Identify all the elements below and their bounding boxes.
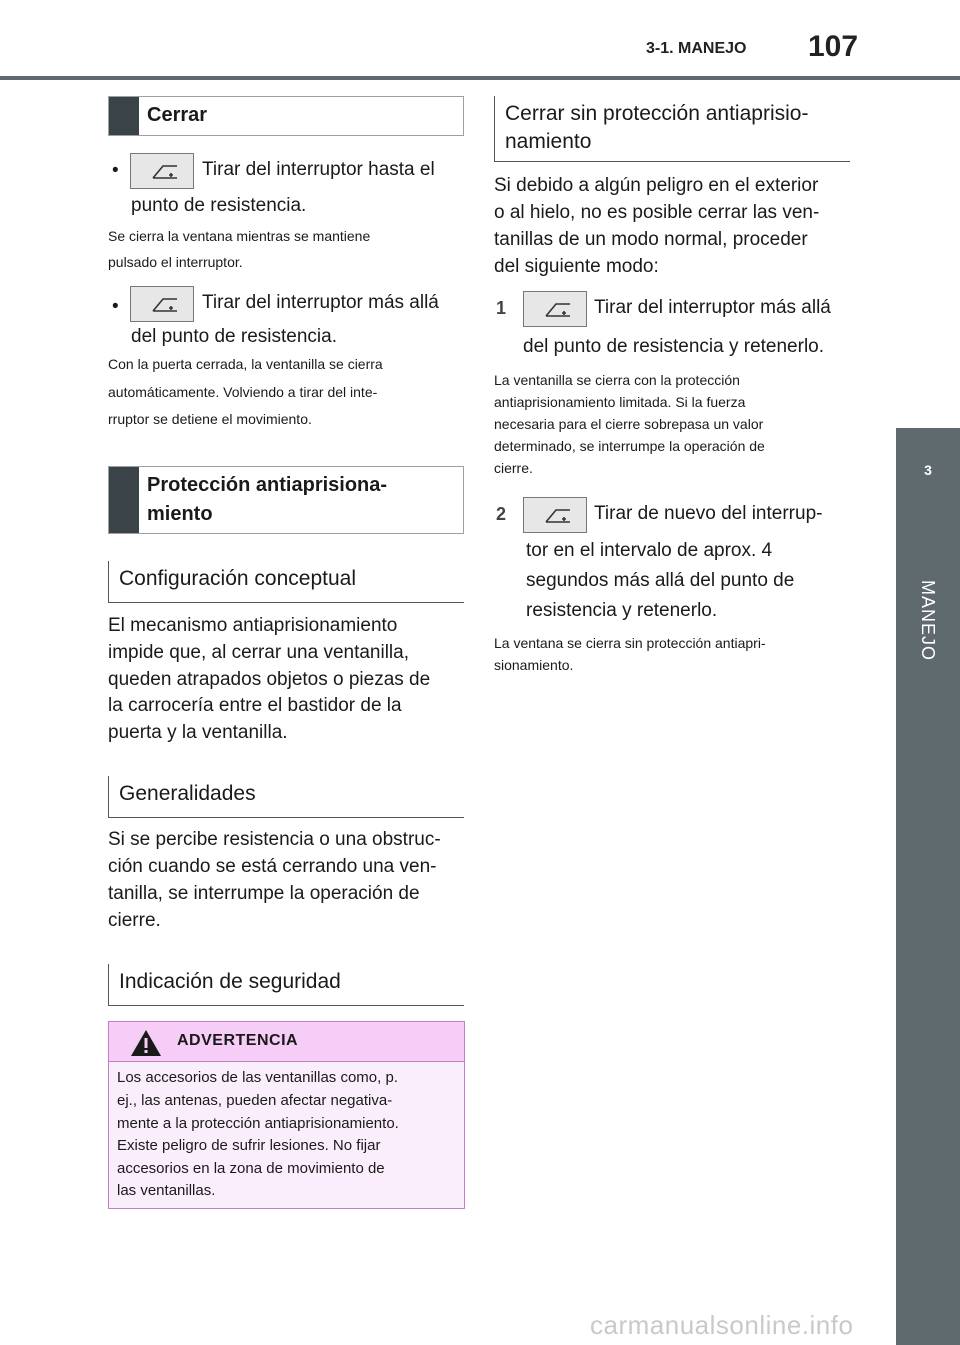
subheading-seguridad: Indicación de seguridad (108, 964, 464, 1006)
note-line: determinado, se interrumpe la operación de (494, 438, 765, 454)
paragraph-line: impide que, al cerrar una ventanilla, (108, 642, 410, 663)
subheading-sin-proteccion (494, 96, 850, 162)
chapter-number: 3 (924, 462, 932, 478)
heading-text: Protección antiaprisiona- (147, 474, 388, 496)
paragraph-line: cierre. (108, 910, 161, 931)
text-line: punto de resistencia. (131, 195, 307, 216)
note-line: rruptor se detiene el movimiento. (108, 411, 312, 427)
paragraph-line: queden atrapados objetos o piezas de (108, 669, 431, 690)
footer-watermark: carmanualsonline.info (590, 1310, 854, 1340)
warning-line: Los accesorios de las ventanillas como, p. (117, 1069, 398, 1086)
text-line: resistencia y retenerlo. (526, 600, 718, 621)
warning-header (109, 1022, 464, 1062)
note-line: La ventana se cierra sin protección antiapri- (494, 635, 766, 651)
page-number: 107 (808, 30, 859, 63)
subheading-general: Generalidades (108, 776, 464, 818)
heading-text: miento (147, 503, 213, 525)
text-line: tor en el intervalo de aprox. 4 (526, 540, 773, 561)
warning-line: accesorios en la zona de movimiento de (117, 1160, 385, 1177)
warning-line: Existe peligro de sufrir lesiones. No fijar (117, 1137, 381, 1154)
bullet: • (112, 296, 119, 317)
paragraph-line: del siguiente modo: (494, 256, 659, 277)
warning-title: ADVERTENCIA (177, 1032, 299, 1049)
note-line: pulsado el interruptor. (108, 254, 243, 270)
paragraph-line: o al hielo, no es posible cerrar las ven- (494, 202, 820, 223)
step-number: 1 (496, 298, 507, 318)
heading-cerrar (108, 96, 464, 136)
note-line: antiaprisionamiento limitada. Si la fuerza (494, 394, 746, 410)
note-line: sionamiento. (494, 657, 574, 673)
paragraph-line: ción cuando se está cerrando una ven- (108, 856, 437, 877)
warning-line: las ventanillas. (117, 1182, 216, 1199)
text-line: del punto de resistencia. (131, 326, 337, 347)
heading-proteccion (108, 466, 464, 534)
note-line: cierre. (494, 460, 533, 476)
window-switch-icon (523, 497, 587, 533)
step-number: 2 (496, 504, 507, 524)
subheading-line: namiento (505, 130, 592, 153)
text-line: Tirar del interruptor hasta el (202, 159, 435, 180)
note-line: La ventanilla se cierra con la protección (494, 372, 740, 388)
window-switch-icon (523, 291, 587, 327)
bullet: • (112, 160, 119, 181)
warning-box (108, 1021, 465, 1209)
paragraph-line: Si se percibe resistencia o una obstruc- (108, 829, 441, 850)
text-line: Tirar del interruptor más allá (202, 292, 439, 313)
paragraph-line: Si debido a algún peligro en el exterior (494, 175, 819, 196)
note-line: Con la puerta cerrada, la ventanilla se cierra (108, 356, 383, 372)
paragraph-line: tanilla, se interrumpe la operación de (108, 883, 420, 904)
chapter-label: MANEJO (918, 580, 938, 662)
paragraph-line: puerta y la ventanilla. (108, 722, 288, 743)
warning-line: mente a la protección antiaprisionamiento. (117, 1115, 399, 1132)
text-line: del punto de resistencia y retenerlo. (523, 336, 825, 357)
heading-bar (109, 97, 139, 135)
subheading-line: Cerrar sin protección antiaprisio- (505, 102, 809, 125)
paragraph-line: la carrocería entre el bastidor de la (108, 695, 402, 716)
text-line: segundos más allá del punto de (526, 570, 795, 591)
note-line: Se cierra la ventana mientras se mantiene (108, 228, 371, 244)
warning-line: ej., las antenas, pueden afectar negativa- (117, 1092, 393, 1109)
chapter-tab (896, 428, 960, 507)
text-line: Tirar del interruptor más allá (594, 297, 831, 318)
paragraph-line: El mecanismo antiaprisionamiento (108, 615, 398, 636)
heading-bar (109, 467, 139, 533)
warning-triangle-icon (129, 1028, 163, 1058)
note-line: automáticamente. Volviendo a tirar del inte- (108, 384, 378, 400)
paragraph-line: tanillas de un modo normal, proceder (494, 229, 808, 250)
heading-text: Cerrar (147, 104, 208, 126)
window-switch-icon (130, 153, 194, 189)
text-line: Tirar de nuevo del interrup- (594, 503, 823, 524)
window-switch-icon (130, 286, 194, 322)
header-rule (0, 76, 960, 80)
note-line: necesaria para el cierre sobrepasa un valor (494, 416, 764, 432)
subheading-config: Configuración conceptual (108, 561, 464, 603)
section-title: 3-1. MANEJO (646, 40, 747, 57)
